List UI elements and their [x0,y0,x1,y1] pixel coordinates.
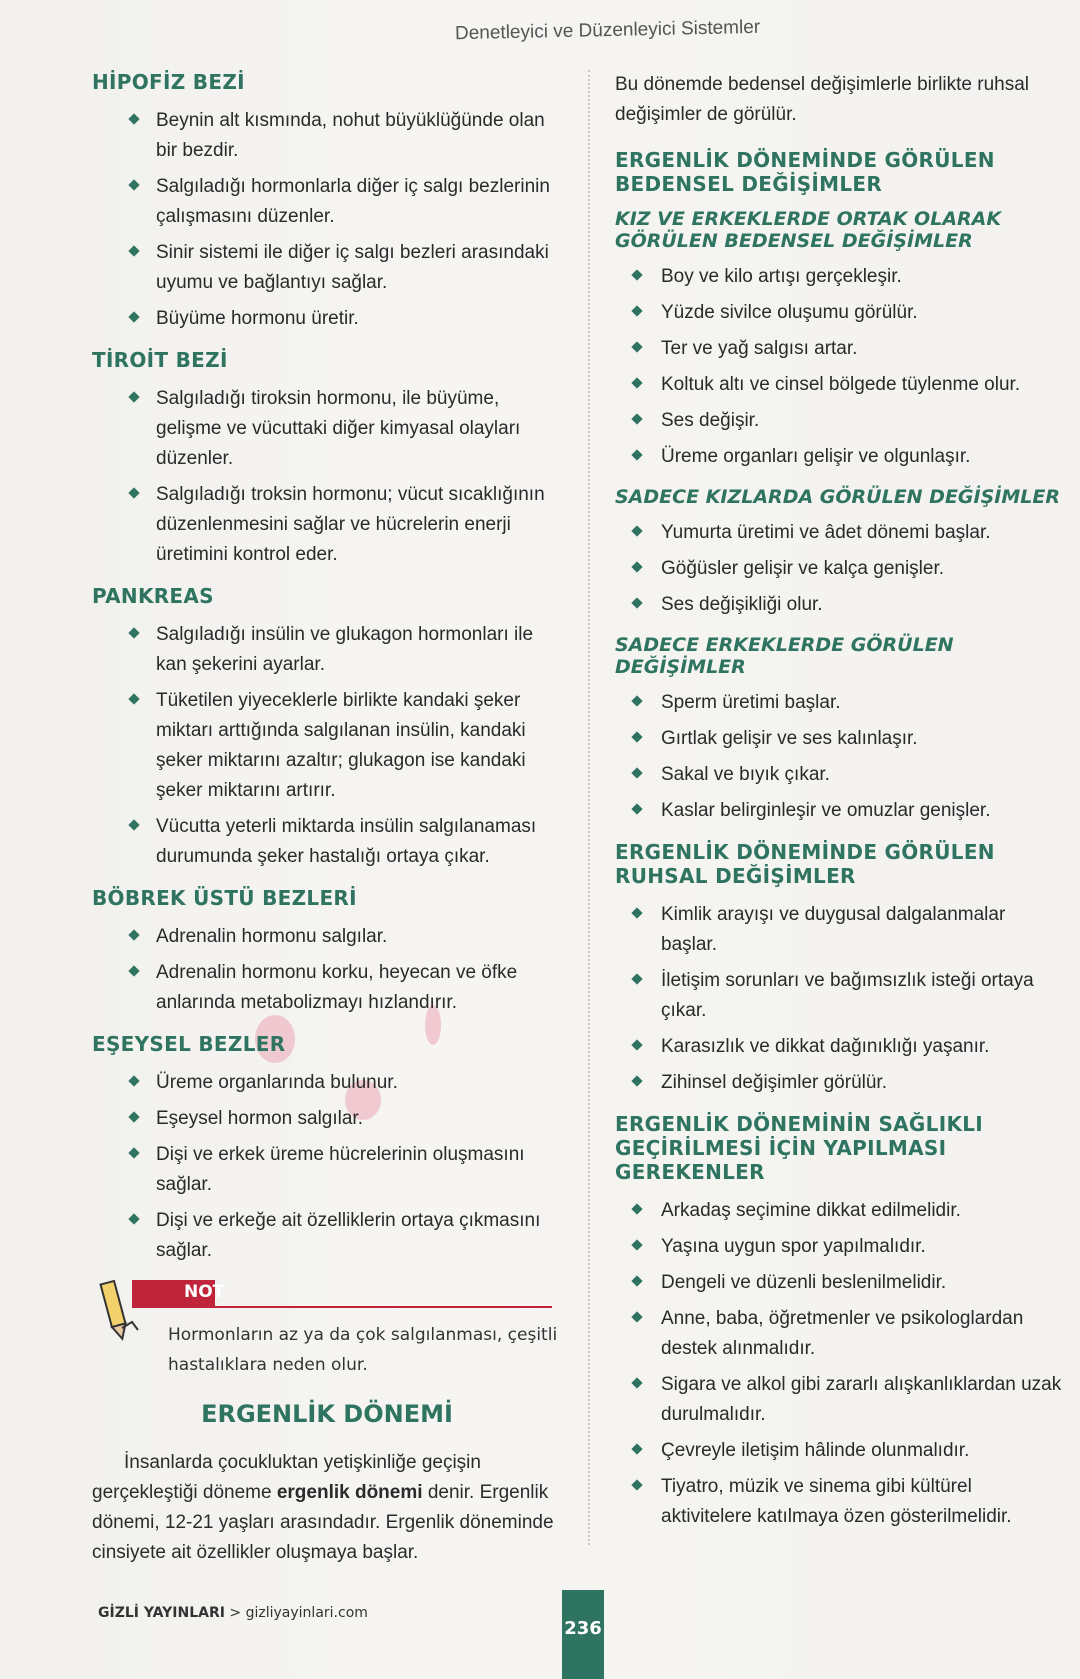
diamond-bullet-icon [631,1239,642,1250]
list-item: Tüketilen yiyeceklerle birlikte kandaki şeker miktarı arttığında salgılanan insülin, kandaki şeker miktarını azaltır; glukagon ise kandaki şeker miktarını artırır. [92,686,562,806]
diamond-bullet-icon [128,819,139,830]
diamond-bullet-icon [631,973,642,984]
list-item: Adrenalin hormonu salgılar. [92,922,562,952]
section-title-pankreas: PANKREAS [92,584,214,608]
diamond-bullet-icon [631,1203,642,1214]
section-title-saglik: ERGENLİK DÖNEMİNİN SAĞLIKLI GEÇİRİLMESİ İÇİN YAPILMASI GEREKENLER [615,1112,984,1184]
diamond-bullet-icon [631,525,642,536]
list-item: Salgıladığı hormonlarla diğer iç salgı bezlerinin çalışmasını düzenler. [92,172,562,232]
note-text: Hormonların az ya da çok salgılanması, çeşitli hastalıklara neden olur. [168,1325,558,1375]
list-item: Yumurta üretimi ve âdet dönemi başlar. [615,518,1065,548]
diamond-bullet-icon [631,731,642,742]
hipofiz-list [92,106,562,334]
diamond-bullet-icon [631,561,642,572]
list-item: Tiyatro, müzik ve sinema gibi kültürel aktivitelere katılmaya özen gösterilmelidir. [615,1472,1065,1532]
list-item: Anne, baba, öğretmenler ve psikologlardan destek alınmalıdır. [615,1304,1065,1364]
list-item: Ter ve yağ salgısı artar. [615,334,1065,364]
diamond-bullet-icon [631,907,642,918]
list-item: Boy ve kilo artışı gerçekleşir. [615,262,1065,292]
erkek-list [615,688,1065,826]
list-item: Salgıladığı insülin ve glukagon hormonları ile kan şekerini ayarlar. [92,620,562,680]
section-title-bedensel: ERGENLİK DÖNEMİNDE GÖRÜLEN BEDENSEL DEĞİŞİMLER [615,148,995,196]
section-title-eseysel: EŞEYSEL BEZLER [92,1032,286,1056]
diamond-bullet-icon [128,311,139,322]
diamond-bullet-icon [128,391,139,402]
subsection-title-erkek: SADECE ERKEKLERDE GÖRÜLEN DEĞİŞİMLER [615,634,954,678]
ruhsal-list [615,900,1065,1098]
list-item: Adrenalin hormonu korku, heyecan ve öfke anlarında metabolizmayı hızlandırır. [92,958,562,1018]
list-item: Üreme organları gelişir ve olgunlaşır. [615,442,1065,472]
diamond-bullet-icon [631,1275,642,1286]
diamond-bullet-icon [631,413,642,424]
list-item: Yaşına uygun spor yapılmalıdır. [615,1232,1065,1262]
list-item: Dişi ve erkeğe ait özelliklerin ortaya çıkmasını sağlar. [92,1206,562,1266]
note-underline [132,1306,552,1308]
section-title-bobrek: BÖBREK ÜSTÜ BEZLERİ [92,886,357,910]
list-item: Eşeysel hormon salgılar. [92,1104,562,1134]
list-item: Dengeli ve düzenli beslenilmelidir. [615,1268,1065,1298]
chapter-paragraph: İnsanlarda çocukluktan yetişkinliğe geçişin gerçekleştiği döneme ergenlik dönemi denir. Ergenlik dönemi, 12-21 yaşları arasındadır. Ergenlik döneminde cinsiyete ait özellikler oluşmaya başlar. [92,1452,554,1563]
diamond-bullet-icon [631,269,642,280]
list-item: Salgıladığı troksin hormonu; vücut sıcaklığının düzenlenmesini sağlar ve hücrelerin enerji üretimini kontrol eder. [92,480,562,570]
note-box [92,1280,562,1380]
list-item: Çevreyle iletişim hâlinde olunmalıdır. [615,1436,1065,1466]
list-item: Sinir sistemi ile diğer iç salgı bezleri arasındaki uyumu ve bağlantıyı sağlar. [92,238,562,298]
bold-term: ergenlik dönemi [276,1482,423,1503]
publisher-name: GİZLİ YAYINLARI [98,1605,225,1621]
list-item: Yüzde sivilce oluşumu görülür. [615,298,1065,328]
diamond-bullet-icon [631,377,642,388]
running-head: Denetleyici ve Düzenleyici Sistemler [454,16,761,45]
subsection-title-ortak: KIZ VE ERKEKLERDE ORTAK OLARAK GÖRÜLEN BEDENSEL DEĞİŞİMLER [615,208,1002,252]
note-label: NOT [184,1282,225,1302]
left-column [92,70,562,1568]
intro-paragraph: Bu dönemde bedensel değişimlerle birlikte ruhsal değişimler de görülür. [615,74,1030,125]
list-item: Büyüme hormonu üretir. [92,304,562,334]
diamond-bullet-icon [128,487,139,498]
diamond-bullet-icon [631,695,642,706]
list-item: Kaslar belirginleşir ve omuzlar genişler. [615,796,1065,826]
diamond-bullet-icon [128,965,139,976]
list-item: Salgıladığı tiroksin hormonu, ile büyüme, gelişme ve vücuttaki diğer kimyasal olayları düzenler. [92,384,562,474]
diamond-bullet-icon [631,597,642,608]
diamond-bullet-icon [128,1075,139,1086]
diamond-bullet-icon [128,1111,139,1122]
publisher-url[interactable]: gizliyayinlari.com [245,1605,368,1621]
right-column [615,70,1065,1546]
list-item: Karasızlık ve dikkat dağınıklığı yaşanır. [615,1032,1065,1062]
subsection-title-kiz: SADECE KIZLARDA GÖRÜLEN DEĞİŞİMLER [615,486,1060,508]
list-item: Üreme organlarında bulunur. [92,1068,562,1098]
list-item: Ses değişikliği olur. [615,590,1065,620]
diamond-bullet-icon [631,341,642,352]
list-item: İletişim sorunları ve bağımsızlık isteği ortaya çıkar. [615,966,1065,1026]
diamond-bullet-icon [128,179,139,190]
list-item: Sigara ve alkol gibi zararlı alışkanlıklardan uzak durulmalıdır. [615,1370,1065,1430]
diamond-bullet-icon [631,1075,642,1086]
diamond-bullet-icon [128,1213,139,1224]
list-item: Arkadaş seçimine dikkat edilmelidir. [615,1196,1065,1226]
list-item: Dişi ve erkek üreme hücrelerinin oluşmasını sağlar. [92,1140,562,1200]
page-number: 236 [562,1590,604,1679]
diamond-bullet-icon [631,305,642,316]
diamond-bullet-icon [128,113,139,124]
diamond-bullet-icon [631,1039,642,1050]
diamond-bullet-icon [631,1479,642,1490]
list-item: Koltuk altı ve cinsel bölgede tüylenme olur. [615,370,1065,400]
diamond-bullet-icon [128,1147,139,1158]
footer-separator: > [229,1605,242,1621]
section-title-hipofiz: HİPOFİZ BEZİ [92,70,245,94]
section-title-ruhsal: ERGENLİK DÖNEMİNDE GÖRÜLEN RUHSAL DEĞİŞİMLER [615,840,995,888]
list-item: Sakal ve bıyık çıkar. [615,760,1065,790]
diamond-bullet-icon [128,627,139,638]
section-title-tiroit: TİROİT BEZİ [92,348,228,372]
diamond-bullet-icon [128,245,139,256]
kiz-list [615,518,1065,620]
list-item: Kimlik arayışı ve duygusal dalgalanmalar başlar. [615,900,1065,960]
diamond-bullet-icon [128,693,139,704]
eseysel-list [92,1068,562,1266]
saglik-list [615,1196,1065,1532]
diamond-bullet-icon [631,1443,642,1454]
diamond-bullet-icon [631,449,642,460]
chapter-title: ERGENLİK DÖNEMİ [201,1400,453,1428]
list-item: Sperm üretimi başlar. [615,688,1065,718]
pankreas-list [92,620,562,872]
column-divider [588,70,590,1545]
list-item: Vücutta yeterli miktarda insülin salgılanaması durumunda şeker hastalığı ortaya çıkar. [92,812,562,872]
ortak-list [615,262,1065,472]
list-item: Göğüsler gelişir ve kalça genişler. [615,554,1065,584]
footer-publisher [98,1605,368,1621]
diamond-bullet-icon [128,929,139,940]
list-item: Gırtlak gelişir ve ses kalınlaşır. [615,724,1065,754]
list-item: Zihinsel değişimler görülür. [615,1068,1065,1098]
diamond-bullet-icon [631,767,642,778]
bobrek-list [92,922,562,1018]
list-item: Ses değişir. [615,406,1065,436]
list-item: Beynin alt kısmında, nohut büyüklüğünde olan bir bezdir. [92,106,562,166]
tiroit-list [92,384,562,570]
diamond-bullet-icon [631,1311,642,1322]
diamond-bullet-icon [631,1377,642,1388]
diamond-bullet-icon [631,803,642,814]
